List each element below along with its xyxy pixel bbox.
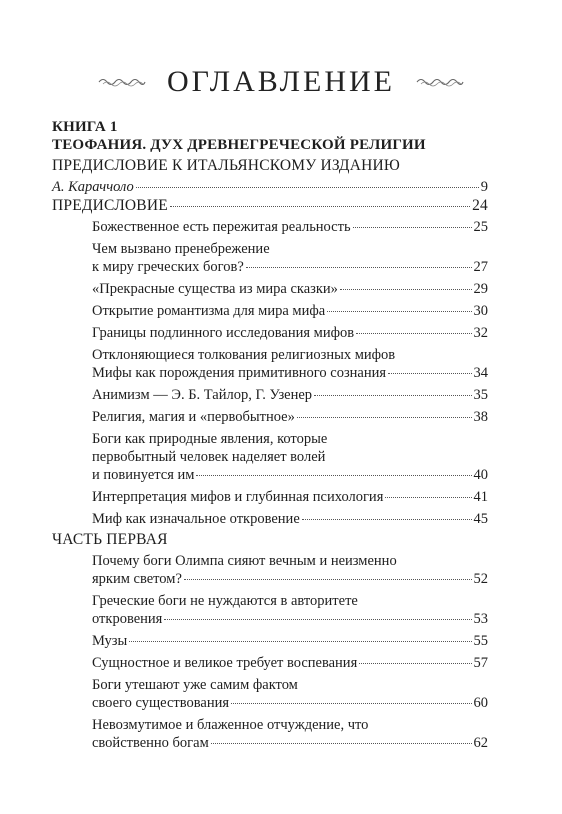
- toc-entry[interactable]: [52, 280, 488, 298]
- page-number: 40: [473, 467, 488, 483]
- dot-leader: [353, 227, 472, 228]
- toc-entry[interactable]: [52, 302, 488, 320]
- entry-text: ярким светом?: [92, 571, 182, 587]
- entry-text: к миру греческих богов?: [92, 259, 244, 275]
- page-number: 60: [473, 695, 488, 711]
- page-number: 62: [473, 735, 488, 751]
- dot-leader: [302, 519, 472, 520]
- page-number: 24: [472, 197, 488, 214]
- dot-leader: [184, 579, 472, 580]
- entry-text: Мифы как порождения примитивного сознания: [92, 365, 387, 381]
- entry-last-line: [92, 510, 488, 528]
- entry-text-line: Почему боги Олимпа сияют вечным и неизменно: [92, 553, 397, 569]
- dot-leader: [246, 267, 472, 268]
- dot-leader: [297, 417, 472, 418]
- dot-leader: [231, 703, 471, 704]
- entry-text: своего существования: [92, 695, 230, 711]
- entry-text-line: Невозмутимое и блаженное отчуждение, что: [92, 717, 369, 733]
- toc-entry[interactable]: [52, 218, 488, 236]
- dot-leader: [327, 311, 471, 312]
- dot-leader: [385, 497, 471, 498]
- table-of-contents: [52, 118, 488, 752]
- entry-text: Сущностное и великое требует воспевания: [92, 655, 358, 671]
- page-number: 32: [473, 325, 488, 341]
- toc-entry[interactable]: [52, 592, 488, 628]
- part-one-title: ЧАСТЬ ПЕРВАЯ: [52, 531, 168, 548]
- dot-leader: [211, 743, 472, 744]
- entry-text: А. Караччоло: [52, 179, 134, 195]
- page-number: 9: [480, 179, 488, 195]
- entry-text: откровения: [92, 611, 163, 627]
- preface-italian-title: ПРЕДИСЛОВИЕ К ИТАЛЬЯНСКОМУ ИЗДАНИЮ: [52, 157, 401, 174]
- dot-leader: [388, 373, 471, 374]
- entry-last-line: [92, 570, 488, 588]
- dot-leader: [356, 333, 471, 334]
- entry-text-line: Боги утешают уже самим фактом: [92, 677, 298, 693]
- entry-last-line: [92, 218, 488, 236]
- toc-entry[interactable]: [52, 552, 488, 588]
- entry-last-line: [92, 734, 488, 752]
- page-number: 25: [473, 219, 488, 235]
- toc-entry[interactable]: [52, 716, 488, 752]
- toc-entry[interactable]: [52, 324, 488, 342]
- page-number: 30: [473, 303, 488, 319]
- toc-entry[interactable]: [52, 430, 488, 484]
- entry-text-line: Чем вызвано пренебрежение: [92, 241, 270, 257]
- entry-last-line: [92, 302, 488, 320]
- entry-last-line: [92, 408, 488, 426]
- page-number: 38: [473, 409, 488, 425]
- page-number: 53: [473, 611, 488, 627]
- toc-entry[interactable]: [52, 632, 488, 650]
- toc-entry[interactable]: [52, 240, 488, 276]
- toc-entry-author[interactable]: [52, 178, 488, 196]
- section-title: ПРЕДИСЛОВИЕ: [52, 197, 168, 214]
- entry-text: Божественное есть пережитая реальность: [92, 219, 351, 235]
- preface-entries: [52, 218, 488, 528]
- entry-text: Интерпретация мифов и глубинная психология: [92, 489, 384, 505]
- entry-text: свойственно богам: [92, 735, 209, 751]
- page-number: 35: [473, 387, 488, 403]
- page-number: 27: [473, 259, 488, 275]
- entry-text-line: Греческие боги не нуждаются в авторитете: [92, 593, 358, 609]
- wave-ornament-left-icon: [97, 75, 147, 89]
- toc-entry-preface[interactable]: [52, 196, 488, 216]
- toc-entry[interactable]: [52, 408, 488, 426]
- entry-text: «Прекрасные существа из мира сказки»: [92, 281, 338, 297]
- wave-ornament-right-icon: [415, 75, 465, 89]
- page-number: 52: [473, 571, 488, 587]
- entry-text: Религия, магия и «первобытное»: [92, 409, 295, 425]
- dot-leader: [164, 619, 471, 620]
- dot-leader: [359, 663, 471, 664]
- dot-leader: [314, 395, 471, 396]
- entry-last-line: [92, 466, 488, 484]
- entry-text: Миф как изначальное откровение: [92, 511, 300, 527]
- dot-leader: [196, 475, 471, 476]
- toc-entry[interactable]: [52, 386, 488, 404]
- entry-last-line: [92, 324, 488, 342]
- toc-entry[interactable]: [52, 654, 488, 672]
- entry-text-line: Боги как природные явления, которые: [92, 431, 328, 447]
- entry-text: Границы подлинного исследования мифов: [92, 325, 355, 341]
- entry-last-line: [92, 280, 488, 298]
- page-number: 55: [473, 633, 488, 649]
- page-number: 34: [473, 365, 488, 381]
- entry-text-line: первобытный человек наделяет волей: [92, 449, 326, 465]
- entry-last-line: [92, 632, 488, 650]
- dot-leader: [170, 206, 470, 207]
- entry-last-line: [92, 694, 488, 712]
- entry-last-line: [92, 386, 488, 404]
- page-title: ОГЛАВЛЕНИЕ: [167, 65, 395, 98]
- page-number: 57: [473, 655, 488, 671]
- book-title: ТЕОФАНИЯ. ДУХ ДРЕВНЕГРЕЧЕСКОЙ РЕЛИГИИ: [52, 137, 426, 153]
- heading-row: [0, 62, 562, 102]
- toc-entry[interactable]: [52, 346, 488, 382]
- entry-last-line: [92, 258, 488, 276]
- entry-text: Анимизм — Э. Б. Тайлор, Г. Узенер: [92, 387, 313, 403]
- book-label: КНИГА 1: [52, 119, 118, 135]
- entry-last-line: [92, 364, 488, 382]
- dot-leader: [340, 289, 472, 290]
- toc-entry[interactable]: [52, 488, 488, 506]
- dot-leader: [129, 641, 471, 642]
- page-number: 41: [473, 489, 488, 505]
- page-number: 45: [473, 511, 488, 527]
- dot-leader: [136, 187, 479, 188]
- entry-last-line: [92, 610, 488, 628]
- entry-text: Музы: [92, 633, 128, 649]
- entry-text: Открытие романтизма для мира мифа: [92, 303, 326, 319]
- page-number: 29: [473, 281, 488, 297]
- entry-text-line: Отклоняющиеся толкования религиозных мифов: [92, 347, 396, 363]
- toc-entry[interactable]: [52, 676, 488, 712]
- toc-entry[interactable]: [52, 510, 488, 528]
- entry-text: и повинуется им: [92, 467, 195, 483]
- part-one-entries: [52, 552, 488, 752]
- entry-last-line: [92, 488, 488, 506]
- entry-last-line: [92, 654, 488, 672]
